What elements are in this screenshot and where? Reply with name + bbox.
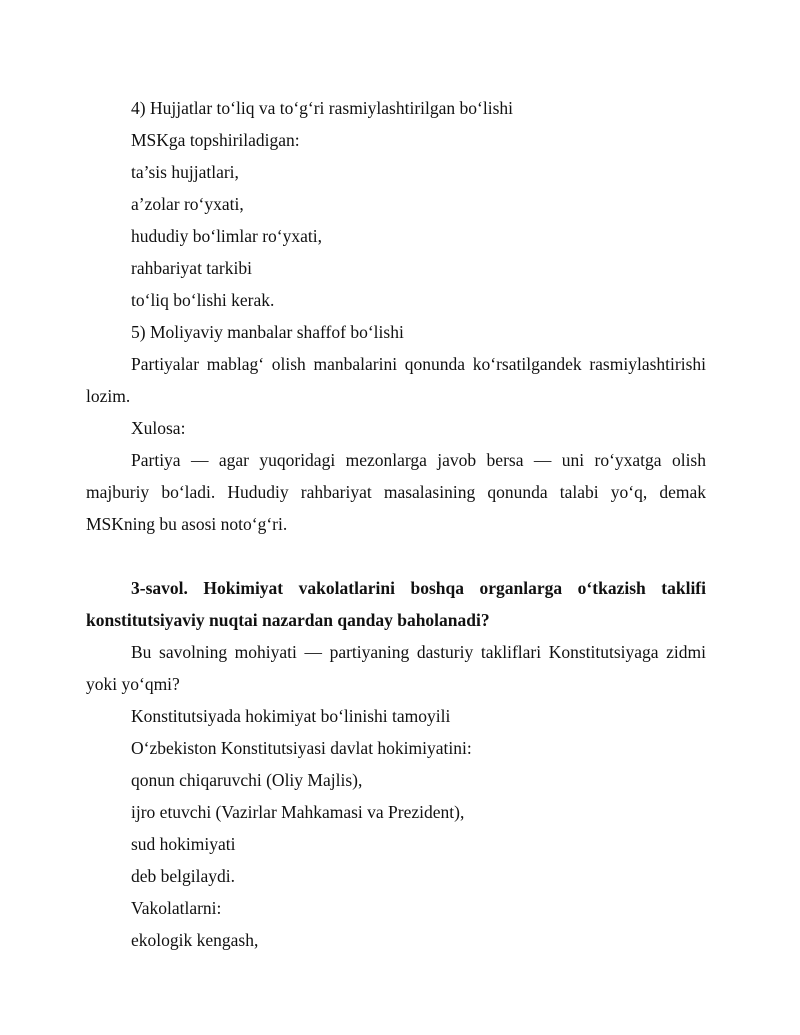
list-item: qonun chiqaruvchi (Oliy Majlis),: [131, 770, 363, 790]
conclusion-paragraph: Partiya — agar yuqoridagi mezonlarga javob bersa — uni ro‘yxatga olish majburiy bo‘ladi. Hududiy rahbariyat masalasining qonunda talabi yo‘q, demak MSKning bu asosi noto‘g‘ri.: [86, 450, 706, 534]
text-line: Vakolatlarni:: [131, 898, 222, 918]
heading-point-5: 5) Moliyaviy manbalar shaffof bo‘lishi: [131, 322, 404, 342]
document-body: [86, 92, 706, 956]
paragraph: Partiyalar mablag‘ olish manbalarini qonunda ko‘rsatilgandek rasmiylashtirishi lozim.: [86, 354, 706, 406]
question-3-heading: 3-savol. Hokimiyat vakolatlarini boshqa organlarga o‘tkazish taklifi konstitutsiyaviy nuqtai nazardan qanday baholanadi?: [86, 578, 706, 630]
list-item: rahbariyat tarkibi: [131, 258, 252, 278]
text-line: Konstitutsiyada hokimiyat bo‘linishi tamoyili: [131, 706, 451, 726]
text-line: MSKga topshiriladigan:: [131, 130, 300, 150]
list-item: sud hokimiyati: [131, 834, 236, 854]
text-line: deb belgilaydi.: [131, 866, 236, 886]
list-item: ijro etuvchi (Vazirlar Mahkamasi va Prezident),: [131, 802, 465, 822]
text-line: to‘liq bo‘lishi kerak.: [131, 290, 275, 310]
list-item: hududiy bo‘limlar ro‘yxati,: [131, 226, 323, 246]
conclusion-label: Xulosa:: [131, 418, 186, 438]
heading-point-4: 4) Hujjatlar to‘liq va to‘g‘ri rasmiylashtirilgan bo‘lishi: [131, 98, 514, 118]
spacer: [86, 540, 706, 572]
text-line: O‘zbekiston Konstitutsiyasi davlat hokimiyatini:: [131, 738, 472, 758]
list-item: ta’sis hujjatlari,: [131, 162, 239, 182]
list-item: a’zolar ro‘yxati,: [131, 194, 244, 214]
paragraph: Bu savolning mohiyati — partiyaning dasturiy takliflari Konstitutsiyaga zidmi yoki yo‘qmi?: [86, 642, 706, 694]
list-item: ekologik kengash,: [131, 930, 259, 950]
